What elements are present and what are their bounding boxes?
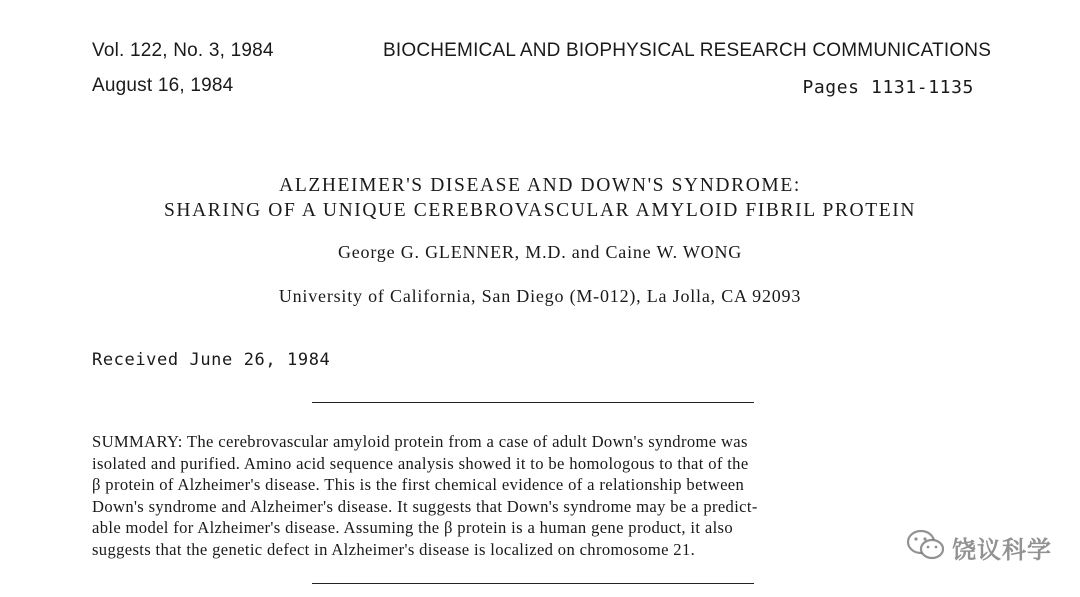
watermark: [906, 528, 1052, 567]
wechat-icon: [906, 528, 946, 567]
received-date: Received June 26, 1984: [92, 350, 331, 370]
summary-line: suggests that the genetic defect in Alzheimer's disease is localized on chromosome 21.: [92, 539, 696, 559]
article-title-line-2: SHARING OF A UNIQUE CEREBROVASCULAR AMYLOID FIBRIL PROTEIN: [163, 200, 917, 221]
journal-name: BIOCHEMICAL AND BIOPHYSICAL RESEARCH COMMUNICATIONS: [383, 40, 992, 61]
page-range: Pages 1131-1135: [802, 77, 974, 98]
summary-line: β protein of Alzheimer's disease. This is the first chemical evidence of a relationship between: [92, 475, 745, 495]
summary-line: Down's syndrome and Alzheimer's disease. It suggests that Down's syndrome may be a predict-: [92, 496, 758, 516]
watermark-text: 饶议科学: [952, 536, 1052, 564]
top-divider: [312, 402, 754, 403]
authors: George G. GLENNER, M.D. and Caine W. WONG: [337, 242, 743, 262]
volume-info: Vol. 122, No. 3, 1984: [92, 40, 274, 61]
summary-line: isolated and purified. Amino acid sequence analysis showed it to be homologous to that of the: [92, 453, 749, 473]
affiliation: University of California, San Diego (M-012), La Jolla, CA 92093: [278, 286, 802, 306]
summary-line: SUMMARY: The cerebrovascular amyloid protein from a case of adult Down's syndrome was: [92, 432, 748, 451]
article-title-line-1: ALZHEIMER'S DISEASE AND DOWN'S SYNDROME:: [279, 175, 801, 196]
bottom-divider: [312, 583, 754, 584]
summary-abstract: [92, 431, 942, 561]
issue-date: August 16, 1984: [92, 75, 234, 96]
summary-line: able model for Alzheimer's disease. Assuming the β protein is a human gene product, it also: [92, 518, 733, 538]
